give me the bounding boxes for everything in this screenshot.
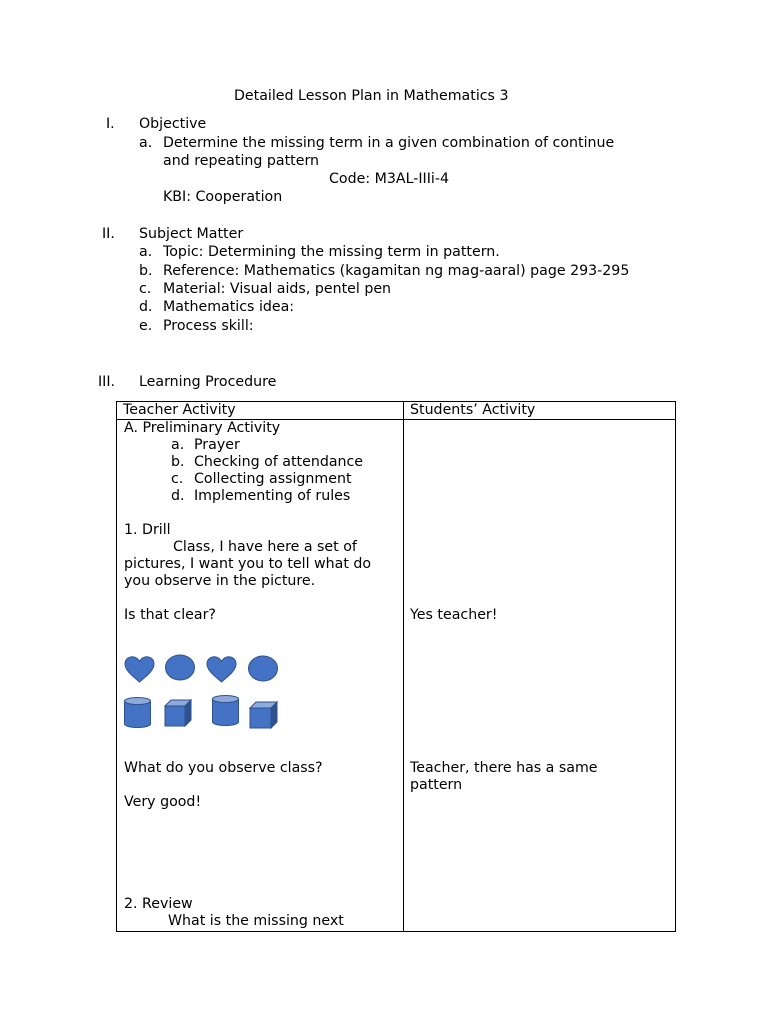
preliminary-item-rules: Implementing of rules <box>194 488 351 504</box>
clear-question: Is that clear? <box>124 607 216 623</box>
heart-icon <box>207 657 236 682</box>
pattern-pictures <box>117 420 404 750</box>
student-reply: Yes teacher! <box>410 607 498 623</box>
students-activity-cell <box>404 420 676 932</box>
subject-item-math-idea: Mathematics idea: <box>163 299 295 315</box>
circle-icon <box>249 656 278 681</box>
drill-text-line: pictures, I want you to tell what do <box>124 556 372 572</box>
objective-item-text: Determine the missing term in a given combination of continue <box>163 135 615 151</box>
section-heading-objective: Objective <box>139 116 207 132</box>
student-reply: Teacher, there has a same <box>410 760 598 776</box>
procedure-table <box>116 401 676 932</box>
preliminary-item-letter: d. <box>171 488 185 504</box>
preliminary-item-prayer: Prayer <box>194 437 240 453</box>
table-header-row <box>117 402 676 420</box>
section-numeral-learning-procedure: III. <box>98 374 116 390</box>
subject-item-letter: a. <box>139 244 153 260</box>
preliminary-item-letter: b. <box>171 454 185 470</box>
section-heading-learning-procedure: Learning Procedure <box>139 374 277 390</box>
heart-icon <box>125 657 154 682</box>
header-students-activity: Students’ Activity <box>404 402 676 420</box>
preliminary-item-letter: c. <box>171 471 184 487</box>
subject-item-reference: Reference: Mathematics (kagamitan ng mag-aaral) page 293-295 <box>163 263 630 279</box>
section-numeral-subject-matter: II. <box>102 226 115 242</box>
document-title: Detailed Lesson Plan in Mathematics 3 <box>234 88 509 104</box>
subject-item-letter: b. <box>139 263 153 279</box>
subject-item-letter: e. <box>139 318 153 334</box>
subject-item-topic: Topic: Determining the missing term in pattern. <box>163 244 500 260</box>
subject-item-process-skill: Process skill: <box>163 318 254 334</box>
header-teacher-activity: Teacher Activity <box>117 402 404 420</box>
subject-item-letter: c. <box>139 281 152 297</box>
preliminary-item-assignment: Collecting assignment <box>194 471 352 487</box>
praise-text: Very good! <box>124 794 202 810</box>
review-text: What is the missing next <box>168 913 344 929</box>
observe-question: What do you observe class? <box>124 760 323 776</box>
teacher-activity-cell <box>117 420 404 932</box>
objective-code: Code: M3AL-IIIi-4 <box>329 171 449 187</box>
cylinder-icon <box>125 698 151 728</box>
student-reply-cont: pattern <box>410 777 463 793</box>
preliminary-item-attendance: Checking of attendance <box>194 454 364 470</box>
table-row <box>117 420 676 932</box>
drill-text-line: Class, I have here a set of <box>173 539 357 555</box>
subject-item-letter: d. <box>139 299 153 315</box>
objective-kbi: KBI: Cooperation <box>163 189 283 205</box>
section-heading-subject-matter: Subject Matter <box>139 226 244 242</box>
subject-item-material: Material: Visual aids, pentel pen <box>163 281 392 297</box>
circle-icon <box>166 655 195 680</box>
cylinder-icon <box>213 696 239 726</box>
preliminary-item-letter: a. <box>171 437 185 453</box>
section-numeral-objective: I. <box>106 116 115 132</box>
objective-item-letter: a. <box>139 135 153 151</box>
preliminary-heading: A. Preliminary Activity <box>124 420 281 436</box>
review-heading: 2. Review <box>124 896 193 912</box>
drill-heading: 1. Drill <box>124 522 171 538</box>
objective-item-text-cont: and repeating pattern <box>163 153 320 169</box>
drill-text-line: you observe in the picture. <box>124 573 316 589</box>
cube-icon <box>250 702 277 728</box>
cube-icon <box>165 700 191 726</box>
